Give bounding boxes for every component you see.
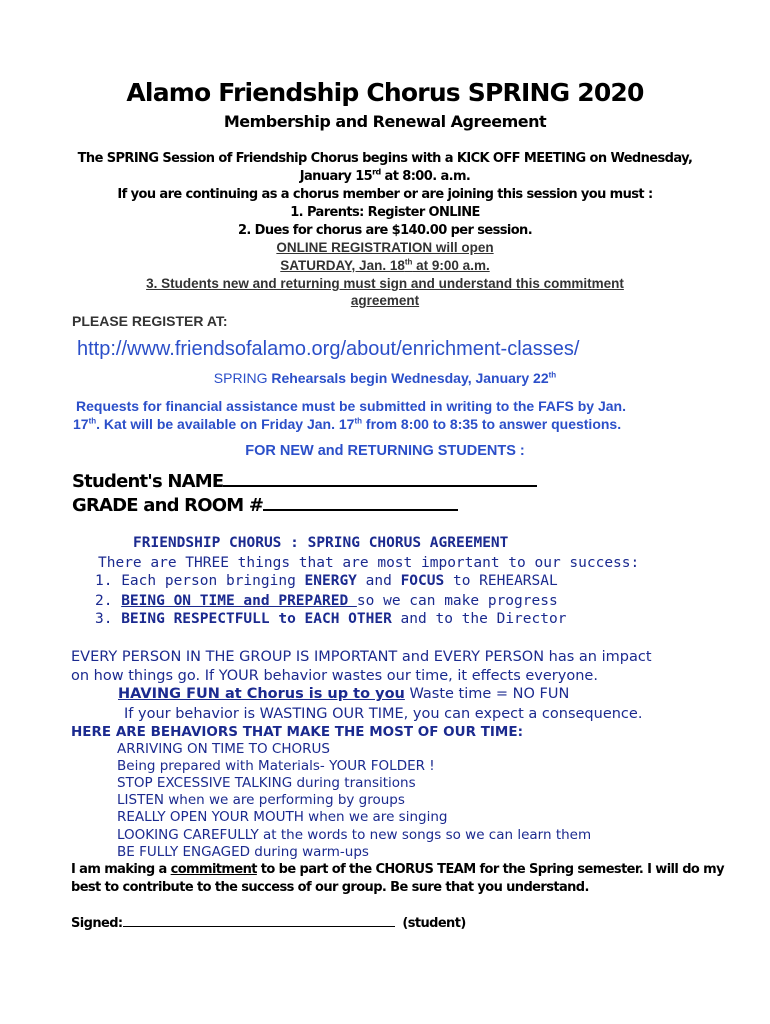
having-fun-line: HAVING FUN at Chorus is up to you Waste time = NO FUN [118, 686, 570, 702]
student-name-field[interactable] [72, 471, 537, 492]
signed-suffix: (student) [402, 916, 466, 931]
important-line-2: on how things go. If YOUR behavior wastes our time, it effects everyone. [71, 668, 598, 684]
register-link[interactable]: http://www.friendsofalamo.org/about/enrichment-classes/ [77, 338, 580, 360]
for-students-heading: FOR NEW and RETURNING STUDENTS : [245, 443, 525, 459]
agreement-intro: There are THREE things that are most important to our success: [98, 555, 640, 571]
behavior-item: ARRIVING ON TIME TO CHORUS [117, 741, 330, 757]
behavior-item: REALLY OPEN YOUR MOUTH when we are singing [117, 809, 448, 825]
online-registration-line: ONLINE REGISTRATION will open [276, 240, 494, 255]
behavior-item: LISTEN when we are performing by groups [117, 792, 405, 808]
intro-line-2: January 15rd at 8:00. a.m. [299, 167, 471, 184]
behavior-item: BE FULLY ENGAGED during warm-ups [117, 844, 369, 860]
signature-field[interactable] [71, 916, 466, 931]
agreement-item-3: 3. BEING RESPECTFULL to EACH OTHER and to the Director [95, 611, 567, 627]
intro-line-3: If you are continuing as a chorus member or are joining this session you must : [117, 187, 653, 202]
commitment-line-2: best to contribute to the success of our group. Be sure that you understand. [71, 880, 589, 895]
important-line-1: EVERY PERSON IN THE GROUP IS IMPORTANT and EVERY PERSON has an impact [71, 649, 652, 665]
step-register-online: 1. Parents: Register ONLINE [290, 205, 480, 220]
student-name-label: Student's NAME [72, 471, 224, 492]
online-registration-date: SATURDAY, Jan. 18th at 9:00 a.m. [280, 257, 490, 273]
behavior-item: LOOKING CAREFULLY at the words to new songs so we can learn them [117, 827, 592, 843]
financial-assistance-line-2: 17th. Kat will be available on Friday Jan. 17th from 8:00 to 8:35 to answer questions. [73, 416, 622, 432]
agreement-item-1: 1. Each person bringing ENERGY and FOCUS to REHEARSAL [95, 573, 558, 589]
signature-line[interactable] [123, 926, 395, 927]
document-title: Alamo Friendship Chorus SPRING 2020 [126, 78, 644, 107]
commitment-line-1: I am making a commitment to be part of the CHORUS TEAM for the Spring semester. I will do my [71, 862, 724, 877]
step-dues: 2. Dues for chorus are $140.00 per session. [237, 223, 533, 238]
intro-line-1: The SPRING Session of Friendship Chorus begins with a KICK OFF MEETING on Wednesday, [77, 151, 693, 166]
agreement-item-2: 2. BEING ON TIME and PREPARED so we can make progress [95, 593, 558, 609]
grade-room-line[interactable] [263, 509, 458, 511]
behaviors-heading: HERE ARE BEHAVIORS THAT MAKE THE MOST OF OUR TIME: [71, 724, 523, 740]
step-students-sign: 3. Students new and returning must sign and understand this commitment [146, 276, 624, 291]
behavior-item: STOP EXCESSIVE TALKING during transitions [117, 775, 416, 791]
agreement-heading: FRIENDSHIP CHORUS : SPRING CHORUS AGREEMENT [133, 535, 509, 551]
rehearsal-start: SPRING Rehearsals begin Wednesday, January 22th [213, 370, 557, 386]
grade-room-label: GRADE and ROOM # [72, 495, 264, 516]
behavior-item: Being prepared with Materials- YOUR FOLDER ! [117, 758, 435, 774]
signed-label: Signed: [71, 916, 123, 931]
step-students-sign-cont: agreement [350, 293, 420, 308]
document-subtitle: Membership and Renewal Agreement [223, 112, 547, 131]
register-label: PLEASE REGISTER AT: [72, 313, 228, 329]
grade-room-field[interactable] [72, 495, 458, 516]
consequence-line: If your behavior is WASTING OUR TIME, you can expect a consequence. [124, 706, 643, 722]
student-name-line[interactable] [223, 485, 537, 487]
financial-assistance-line-1: Requests for financial assistance must be submitted in writing to the FAFS by Jan. [76, 398, 626, 414]
